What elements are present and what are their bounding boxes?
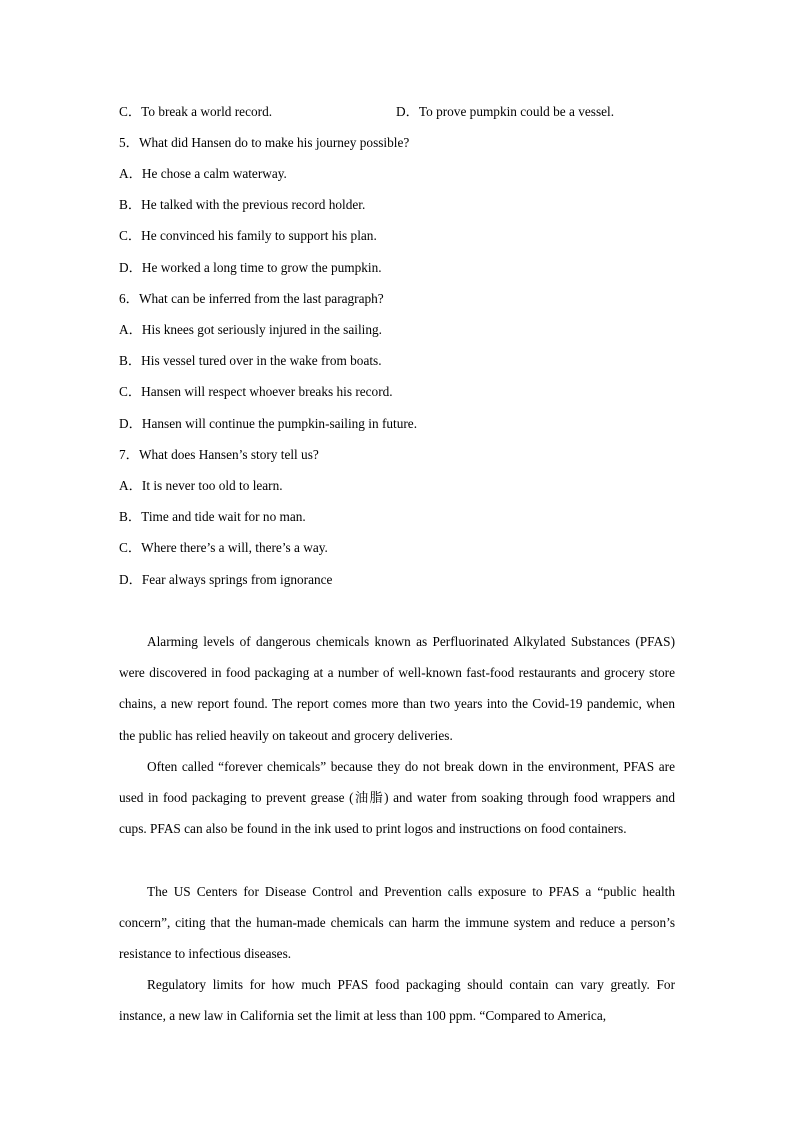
passage-paragraph-1: Alarming levels of dangerous chemicals known as Perfluorinated Alkylated Substances (PFAS) were discovered in food packaging at a number of well-known fast-food restaurants and grocery store chains, a new report found. The report comes more than two years into the Covid-19 pandemic, when the public has relied heavily on takeout and grocery deliveries. [119,634,675,743]
q7-option-c: C．Where there’s a will, there’s a way. [119,540,328,555]
q5-option-c: C．He convinced his family to support his plan. [119,228,377,243]
q6-stem: 6．What can be inferred from the last paragraph? [119,291,384,306]
passage-paragraph-2: Often called “forever chemicals” because they do not break down in the environment, PFAS are used in food packaging to prevent grease (油脂) and water from soaking through food wrappers and cups. PFAS can also be found in the ink used to print logos and instructions on food containers. [119,759,675,837]
q6-option-c: C．Hansen will respect whoever breaks his record. [119,384,393,399]
q5-stem: 5．What did Hansen do to make his journey possible? [119,135,410,150]
q5-option-a: A．He chose a calm waterway. [119,166,287,181]
q4-options-row [119,103,615,121]
passage-paragraph-3: The US Centers for Disease Control and Prevention calls exposure to PFAS a “public health concern”, citing that the human-made chemicals can harm the immune system and reduce a person’s resistance to infectious diseases. [119,884,675,962]
q7-option-a: A．It is never too old to learn. [119,478,283,493]
q6-option-a: A．His knees got seriously injured in the sailing. [119,322,382,337]
q4-option-c: C．To break a world record. [119,104,273,119]
passage-paragraph-4: Regulatory limits for how much PFAS food packaging should contain can vary greatly. For instance, a new law in California set the limit at less than 100 ppm. “Compared to America, [119,977,675,1024]
q7-option-d: D．Fear always springs from ignorance [119,572,333,587]
q4-option-d: D．To prove pumpkin could be a vessel. [396,104,615,119]
q7-stem: 7．What does Hansen’s story tell us? [119,447,319,462]
q5-option-b: B．He talked with the previous record holder. [119,197,366,212]
q7-option-b: B．Time and tide wait for no man. [119,509,306,524]
q6-option-b: B．His vessel tured over in the wake from boats. [119,353,382,368]
q5-option-d: D．He worked a long time to grow the pumpkin. [119,260,382,275]
q6-option-d: D．Hansen will continue the pumpkin-sailing in future. [119,416,418,431]
